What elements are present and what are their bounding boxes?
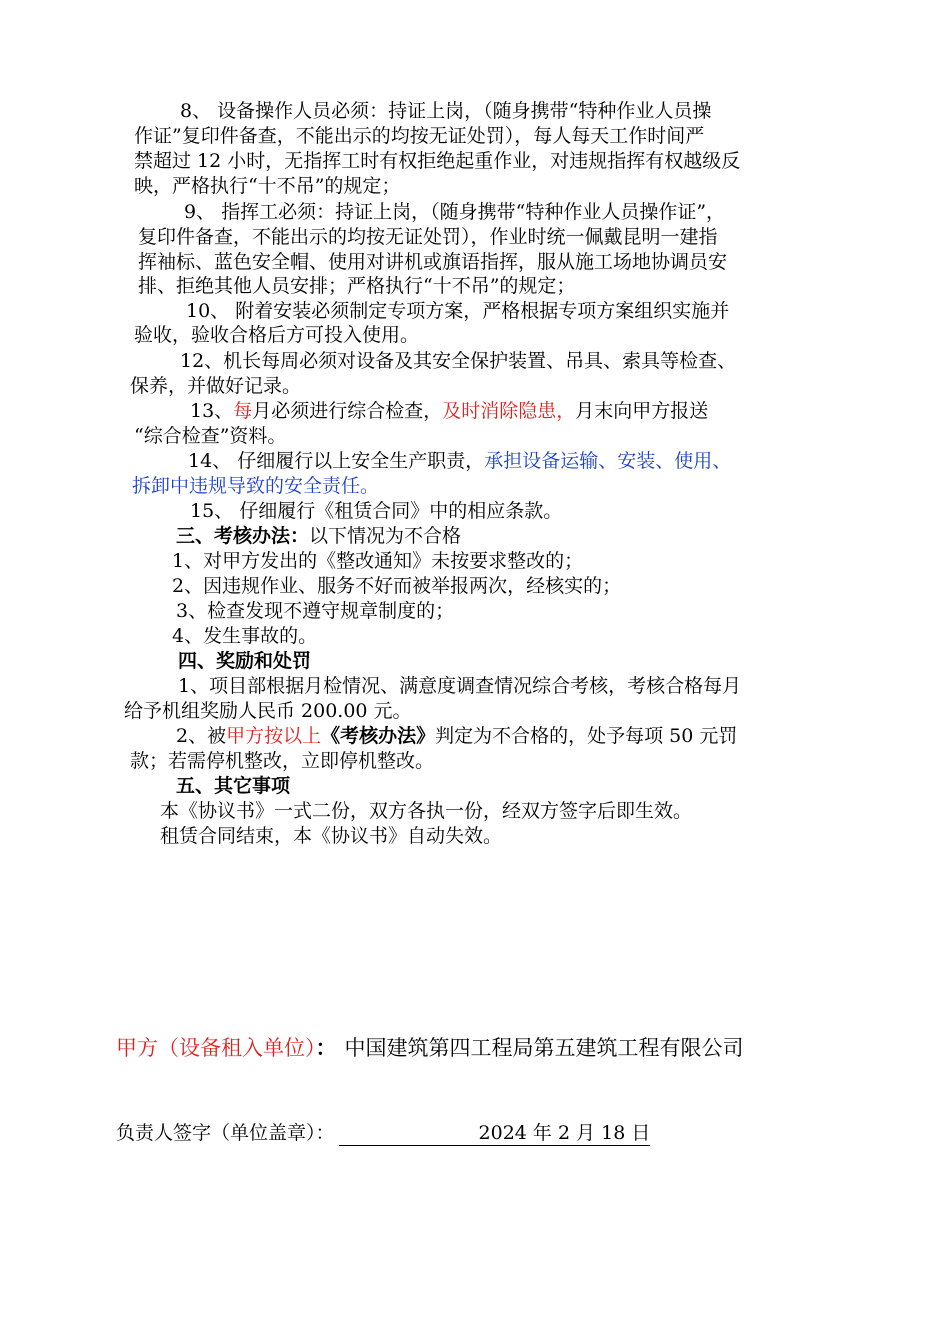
item-8-line-1: 8、 设备操作人员必须：持证上岗，（随身携带“特种作业人员操 bbox=[180, 100, 712, 122]
item-9-line-4: 排、拒绝其他人员安排；严格执行“十不吊”的规定； bbox=[138, 275, 576, 297]
section-3-item-4: 4、发生事故的。 bbox=[172, 625, 318, 647]
item-8-line-3: 禁超过 12 小时，无指挥工时有权拒绝起重作业，对违规指挥有权越级反 bbox=[134, 150, 741, 172]
item-10-line-2: 验收，验收合格后方可投入使用。 bbox=[134, 324, 420, 346]
section-3-item-1: 1、对甲方发出的《整改通知》未按要求整改的； bbox=[172, 550, 584, 572]
section-4-item-2-line-2: 款；若需停机整改，立即停机整改。 bbox=[130, 750, 435, 772]
item-13-red-highlight-2: 及时消除隐患， bbox=[442, 400, 576, 422]
item-14-line-2: 拆卸中违规导致的安全责任。 bbox=[132, 475, 380, 497]
section-3-intro: 以下情况为不合格 bbox=[309, 525, 462, 547]
item-13-line-1 bbox=[190, 399, 708, 423]
item-9-line-2: 复印件备查，不能出示的均按无证处罚），作业时统一佩戴昆明一建指 bbox=[138, 226, 718, 248]
signature-line bbox=[116, 1121, 650, 1146]
section-3-item-2: 2、因违规作业、服务不好而被举报两次，经核实的； bbox=[172, 575, 622, 597]
signature-date: 2024 年 2 月 18 日 bbox=[478, 1122, 651, 1144]
item-14-text: 14、 仔细履行以上安全生产职责， bbox=[188, 450, 485, 472]
item-8-line-2: 作证”复印件备查，不能出示的均按无证处罚），每人每天工作时间严 bbox=[134, 125, 705, 147]
item-12-line-1: 12、机长每周必须对设备及其安全保护装置、吊具、索具等检查、 bbox=[180, 350, 737, 372]
party-a-line bbox=[116, 1034, 744, 1062]
section-3-heading: 三、考核办法： bbox=[176, 525, 310, 547]
section-4-heading: 四、奖励和处罚 bbox=[178, 650, 312, 672]
item-14-blue-highlight-1: 承担设备运输、安装、使用、 bbox=[484, 450, 732, 472]
party-a-colon: ： bbox=[315, 1035, 337, 1060]
section-4-item-1-line-1: 1、项目部根据月检情况、满意度调查情况综合考核，考核合格每月 bbox=[178, 675, 742, 697]
section-4-item-1-line-2: 给予机组奖励人民币 200.00 元。 bbox=[124, 700, 412, 722]
item-13-text-2: 月末向甲方报送 bbox=[575, 400, 709, 422]
party-a-name: 中国建筑第四工程局第五建筑工程有限公司 bbox=[344, 1036, 744, 1060]
section-5-line-2: 租赁合同结束，本《协议书》自动失效。 bbox=[160, 825, 503, 847]
item-9-line-1: 9、 指挥工必须：持证上岗，（随身携带“特种作业人员操作证”， bbox=[184, 201, 726, 223]
item-8-line-4: 映，严格执行“十不吊”的规定； bbox=[134, 175, 401, 197]
party-a-label: 甲方（设备租入单位） bbox=[116, 1036, 316, 1060]
item-13-text-1: 月必须进行综合检查， bbox=[252, 400, 443, 422]
section-3-item-3: 3、检查发现不遵守规章制度的； bbox=[176, 600, 455, 622]
item-12-line-2: 保养，并做好记录。 bbox=[130, 375, 302, 397]
section-4-item-2-red-highlight: 甲方按以上 bbox=[226, 725, 322, 747]
item-13-number: 13、 bbox=[190, 400, 234, 422]
item-13-red-highlight-1: 每 bbox=[233, 400, 253, 422]
item-10-line-1: 10、 附着安装必须制定专项方案，严格根据专项方案组织实施并 bbox=[186, 300, 730, 322]
signature-date-field[interactable] bbox=[339, 1121, 651, 1146]
section-4-item-2-line-1 bbox=[176, 724, 737, 748]
section-4-item-2-bold-title: 《考核办法》 bbox=[321, 725, 436, 747]
item-9-line-3: 挥袖标、蓝色安全帽、使用对讲机或旗语指挥，服从施工场地协调员安 bbox=[138, 251, 728, 273]
section-5-heading: 五、其它事项 bbox=[176, 775, 291, 797]
item-15: 15、 仔细履行《租赁合同》中的相应条款。 bbox=[190, 500, 563, 522]
section-5-line-1: 本《协议书》一式二份，双方各执一份，经双方签字后即生效。 bbox=[160, 800, 693, 822]
signature-label: 负责人签字（单位盖章）： bbox=[116, 1122, 335, 1144]
section-3-heading-line bbox=[176, 524, 461, 548]
section-4-item-2-prefix: 2、被 bbox=[176, 725, 227, 747]
item-14-line-1 bbox=[188, 449, 731, 473]
item-13-line-2: “综合检查”资料。 bbox=[134, 425, 287, 447]
section-4-item-2-text: 判定为不合格的，处予每项 50 元罚 bbox=[435, 725, 738, 747]
